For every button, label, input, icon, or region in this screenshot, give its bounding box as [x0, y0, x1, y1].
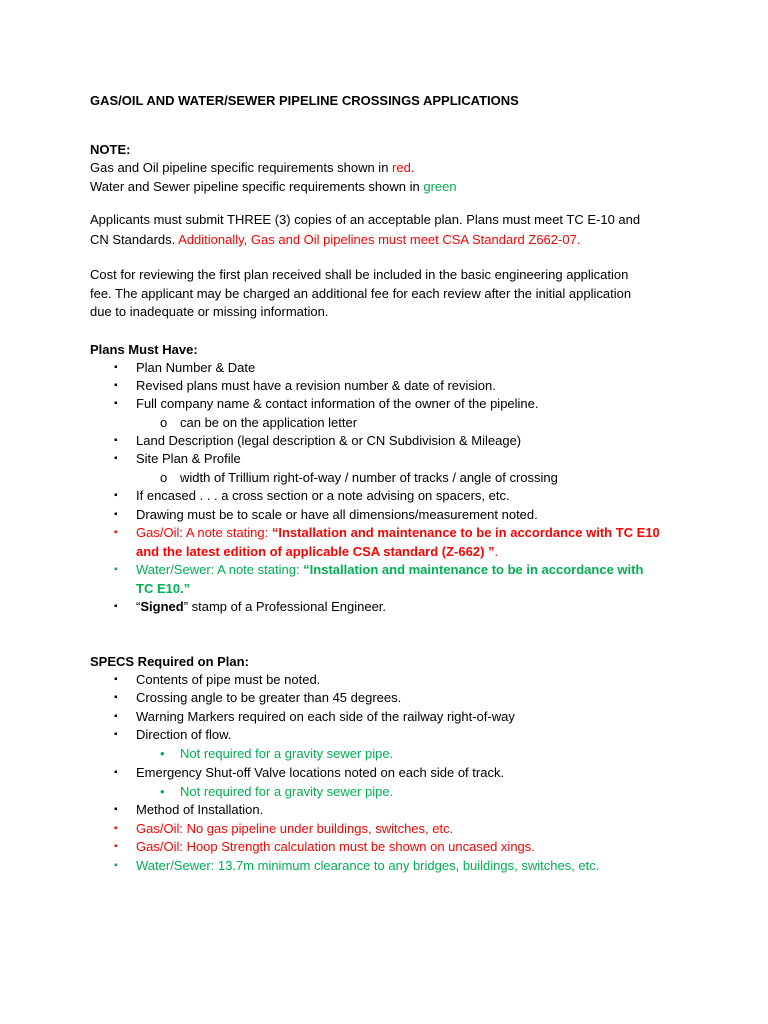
plans-item-drawing-scale: Drawing must be to scale or have all dimensions/measurement noted. [136, 507, 538, 522]
square-bullet-icon: ▪ [114, 674, 118, 685]
paragraph-applicants-cn: CN Standards. [90, 232, 179, 247]
plans-item-water-sewer-note-cont: TC E10.” [136, 581, 191, 596]
square-bullet-icon: ▪ [114, 841, 118, 852]
plans-subitem-width: width of Trillium right-of-way / number of tracks / angle of crossing [180, 470, 558, 485]
circle-bullet-icon: o [160, 415, 168, 430]
square-bullet-icon: ▪ [114, 601, 118, 612]
plans-item-company: Full company name & contact information of the owner of the pipeline. [136, 396, 539, 411]
specs-subitem-flow: Not required for a gravity sewer pipe. [180, 746, 394, 761]
paragraph-cost-line1: Cost for reviewing the first plan received shall be included in the basic engineering application [90, 267, 629, 282]
square-bullet-icon: ▪ [114, 509, 118, 520]
gas-oil-note-period: . [494, 544, 499, 559]
square-bullet-icon: ▪ [114, 362, 118, 373]
square-bullet-icon: ▪ [114, 692, 118, 703]
gas-oil-note-quote: “Installation and maintenance to be in accordance with TC E10 [271, 525, 660, 540]
note-red-word: red. [392, 160, 415, 175]
gas-oil-note-quote-cont: and the latest edition of applicable CSA standard (Z-662) ” [136, 544, 495, 559]
plans-item-encased: If encased . . . a cross section or a note advising on spacers, etc. [136, 488, 510, 503]
square-bullet-icon: ▪ [114, 767, 118, 778]
signed-quote-open: “ [136, 599, 141, 614]
water-sewer-note-label: Water/Sewer: A note stating: [136, 562, 304, 577]
square-bullet-icon: ▪ [114, 823, 118, 834]
square-bullet-icon: ▪ [114, 380, 118, 391]
document-title: GAS/OIL AND WATER/SEWER PIPELINE CROSSINGS APPLICATIONS [90, 93, 519, 108]
note-green-word: green [423, 179, 457, 194]
note-line-gas-oil-text: Gas and Oil pipeline specific requirements shown in [90, 160, 393, 175]
plans-item-plan-number: Plan Number & Date [136, 360, 256, 375]
specs-item-clearance: Water/Sewer: 13.7m minimum clearance to any bridges, buildings, switches, etc. [136, 858, 600, 873]
square-bullet-icon: ▪ [114, 490, 118, 501]
square-bullet-icon: ▪ [114, 453, 118, 464]
water-sewer-note-quote: “Installation and maintenance to be in accordance with [303, 562, 644, 577]
specs-item-flow: Direction of flow. [136, 727, 232, 742]
signed-word: Signed [140, 599, 184, 614]
square-bullet-icon: ▪ [114, 860, 118, 871]
plans-item-gas-oil-note-cont [136, 543, 498, 561]
paragraph-cost-line2: fee. The applicant may be charged an additional fee for each review after the initial application [90, 286, 632, 301]
plans-item-gas-oil-note [136, 524, 660, 542]
square-bullet-icon: ▪ [114, 564, 118, 575]
specs-item-contents: Contents of pipe must be noted. [136, 672, 321, 687]
square-bullet-icon: ▪ [114, 729, 118, 740]
specs-item-hoop: Gas/Oil: Hoop Strength calculation must be shown on uncased xings. [136, 839, 535, 854]
specs-heading: SPECS Required on Plan: [90, 654, 249, 669]
specs-item-angle: Crossing angle to be greater than 45 degrees. [136, 690, 402, 705]
plans-item-signed-stamp [136, 598, 386, 616]
note-line-water-sewer-text: Water and Sewer pipeline specific requirements shown in [90, 179, 424, 194]
specs-item-method: Method of Installation. [136, 802, 264, 817]
note-line-gas-oil [90, 159, 414, 177]
plans-subitem-letter: can be on the application letter [180, 415, 358, 430]
specs-item-shutoff: Emergency Shut-off Valve locations noted on each side of track. [136, 765, 505, 780]
circle-bullet-icon: o [160, 470, 168, 485]
plans-heading: Plans Must Have: [90, 342, 198, 357]
square-bullet-icon: ▪ [114, 711, 118, 722]
square-bullet-icon: ▪ [114, 435, 118, 446]
note-heading: NOTE: [90, 142, 131, 157]
paragraph-applicants-csa: Additionally, Gas and Oil pipelines must meet CSA Standard Z662-07. [178, 232, 581, 247]
square-bullet-icon: ▪ [114, 804, 118, 815]
signed-rest: ” stamp of a Professional Engineer. [183, 599, 387, 614]
dot-bullet-icon: • [160, 784, 165, 799]
specs-item-markers: Warning Markers required on each side of the railway right-of-way [136, 709, 515, 724]
paragraph-applicants-line2 [90, 231, 580, 249]
specs-subitem-shutoff: Not required for a gravity sewer pipe. [180, 784, 394, 799]
paragraph-applicants-line1: Applicants must submit THREE (3) copies of an acceptable plan. Plans must meet TC E-10 and [90, 212, 641, 227]
paragraph-cost-line3: due to inadequate or missing information. [90, 304, 329, 319]
plans-item-revised: Revised plans must have a revision number & date of revision. [136, 378, 496, 393]
square-bullet-icon: ▪ [114, 398, 118, 409]
plans-item-land: Land Description (legal description & or CN Subdivision & Mileage) [136, 433, 522, 448]
note-line-water-sewer [90, 178, 457, 196]
gas-oil-note-label: Gas/Oil: A note stating: [136, 525, 272, 540]
dot-bullet-icon: • [160, 746, 165, 761]
plans-item-water-sewer-note [136, 561, 643, 579]
specs-item-gas-buildings: Gas/Oil: No gas pipeline under buildings, switches, etc. [136, 821, 454, 836]
plans-item-site-plan: Site Plan & Profile [136, 451, 241, 466]
square-bullet-icon: ▪ [114, 527, 118, 538]
